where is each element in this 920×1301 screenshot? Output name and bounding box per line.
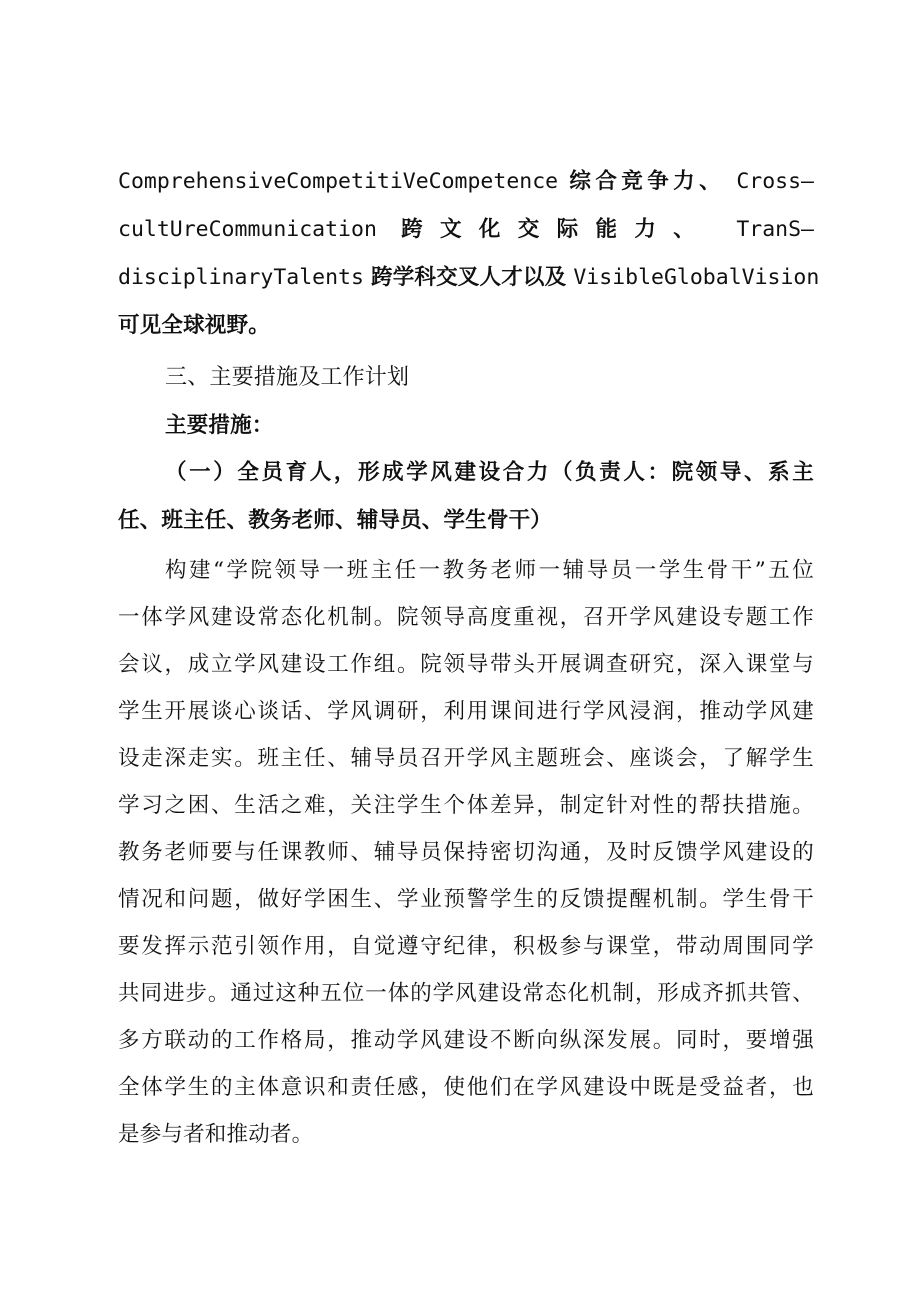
body-line: 多方联动的工作格局，推动学风建设不断向纵深发展。同时，要增强: [118, 1028, 814, 1053]
term-chinese: 可见全球视野。: [118, 313, 270, 338]
body-line: 是参与者和推动者。: [118, 1122, 314, 1147]
body-line: 会议，成立学风建设工作组。院领导带头开展调查研究，深入课堂与: [118, 652, 814, 677]
intro-line-3: [118, 264, 820, 292]
item-heading-line-1: （一）全员育人，形成学风建设合力（负责人：院领导、系主: [165, 460, 814, 485]
term-english: TranS—: [736, 217, 814, 242]
intro-line-2: [118, 216, 814, 244]
body-line: 学习之困、生活之难，关注学生个体差异，制定针对性的帮扶措施。: [118, 793, 814, 818]
body-line: 学生开展谈心谈话、学风调研，利用课间进行学风浸润，推动学风建: [118, 699, 814, 724]
body-line: 一体学风建设常态化机制。院领导高度重视，召开学风建设专题工作: [118, 605, 814, 630]
term-english: Cross—: [736, 169, 814, 194]
body-line: 要发挥示范引领作用，自觉遵守纪律，积极参与课堂，带动周围同学: [118, 934, 814, 959]
term-chinese: 跨文化交际能力、: [401, 217, 713, 242]
item-heading-line-2: 任、班主任、教务老师、辅导员、学生骨干）: [118, 508, 553, 533]
body-line: 全体学生的主体意识和责任感，使他们在学风建设中既是受益者，也: [118, 1075, 814, 1100]
term-chinese: 跨学科交叉人才以及: [371, 265, 567, 290]
body-line: 构建“学院领导一班主任一教务老师一辅导员一学生骨干”五位: [165, 558, 814, 583]
term-chinese: 综合竞争力、: [569, 169, 726, 194]
section-heading: 三、主要措施及工作计划: [165, 365, 410, 390]
intro-line-4: [118, 312, 814, 340]
intro-line-1: [118, 168, 814, 196]
body-line: 情况和问题，做好学困生、学业预警学生的反馈提醒机制。学生骨干: [118, 887, 814, 912]
term-english: cultUreCommunication: [118, 217, 377, 242]
body-line: 教务老师要与任课教师、辅导员保持密切沟通，及时反馈学风建设的: [118, 840, 814, 865]
body-line: 设走深走实。班主任、辅导员召开学风主题班会、座谈会，了解学生: [118, 746, 814, 771]
sub-heading: 主要措施：: [165, 413, 274, 438]
term-english: ComprehensiveCompetitiVeCompetence: [118, 169, 559, 194]
term-english: VisibleGlobalVision: [573, 265, 820, 290]
term-english: disciplinaryTalents: [118, 265, 364, 290]
body-line: 共同进步。通过这种五位一体的学风建设常态化机制，形成齐抓共管、: [118, 981, 814, 1006]
